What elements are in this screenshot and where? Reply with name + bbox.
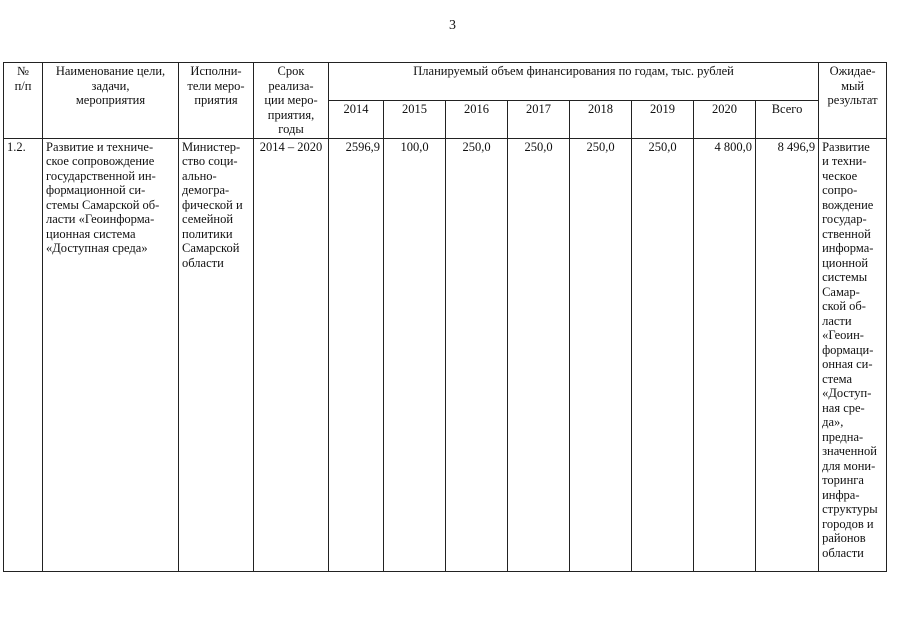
header-year: 2017 — [508, 100, 570, 138]
row-value-2014: 2596,9 — [329, 138, 384, 571]
row-value-2020: 4 800,0 — [694, 138, 756, 571]
row-value-2018: 250,0 — [570, 138, 632, 571]
header-year: 2020 — [694, 100, 756, 138]
header-total: Всего — [756, 100, 819, 138]
row-name: Развитие и техниче- ское сопровождение государственной ин- формационной си- стемы Самарской об- ласти «Геоинформа- ционная система «Доступная среда» — [43, 138, 179, 571]
row-value-2019: 250,0 — [632, 138, 694, 571]
header-name: Наименование цели, задачи, мероприятия — [43, 63, 179, 139]
header-year: 2015 — [384, 100, 446, 138]
header-row — [4, 63, 887, 101]
financing-table — [3, 62, 887, 572]
page-number: 3 — [449, 18, 456, 33]
row-result: Развитие и техни- ческое сопро- вождение государ- ственной информа- ционной системы Самар- ской об- ласти «Геоин- формаци- онная си- стема «Доступ- ная сре- да», предна- значенной для мони- торинга инфра- структуры городов и районов области — [819, 138, 887, 571]
row-executor: Министер- ство соци- ально- демогра- фической и семейной политики Самарской области — [179, 138, 254, 571]
table-row — [4, 138, 887, 571]
header-result: Ожидае- мый результат — [819, 63, 887, 139]
header-number: № п/п — [4, 63, 43, 139]
row-value-2016: 250,0 — [446, 138, 508, 571]
header-year: 2018 — [570, 100, 632, 138]
row-number: 1.2. — [4, 138, 43, 571]
header-year: 2014 — [329, 100, 384, 138]
header-year: 2016 — [446, 100, 508, 138]
header-year: 2019 — [632, 100, 694, 138]
header-executor: Исполни- тели меро- приятия — [179, 63, 254, 139]
header-term: Срок реализа- ции меро- приятия, годы — [254, 63, 329, 139]
row-value-2015: 100,0 — [384, 138, 446, 571]
row-term: 2014 – 2020 — [254, 138, 329, 571]
row-value-total: 8 496,9 — [756, 138, 819, 571]
header-funding: Планируемый объем финансирования по годам, тыс. рублей — [329, 63, 819, 101]
row-value-2017: 250,0 — [508, 138, 570, 571]
